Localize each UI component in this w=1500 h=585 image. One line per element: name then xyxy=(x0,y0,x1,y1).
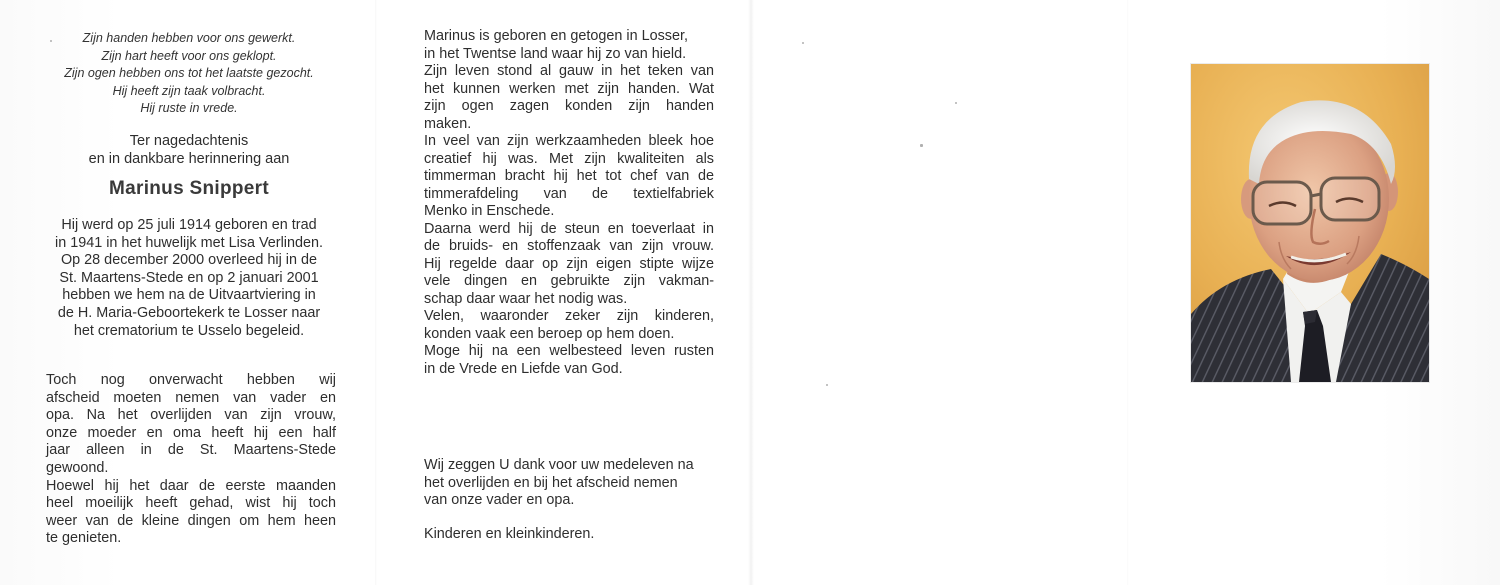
life-line: Marinus is geboren en getogen in Losser, xyxy=(424,28,688,44)
thanks-note xyxy=(424,457,716,510)
life-story xyxy=(424,28,714,378)
life-line: Zijn leven stond al gauw in het teken van xyxy=(424,63,714,79)
life-line: Hij regelde daar op zijn eigen stipte wijze xyxy=(424,255,714,272)
paper-speck xyxy=(920,144,923,147)
thanks-line: van onze vader en opa. xyxy=(424,492,575,509)
thanks-line: het overlijden en bij het afscheid nemen xyxy=(424,474,678,491)
deceased-name: Marinus Snippert xyxy=(109,178,269,199)
life-line: creatief hij was. Met zijn kwaliteiten als xyxy=(424,150,714,167)
memory-line: Ter nagedachtenis xyxy=(129,133,249,149)
paper-speck xyxy=(802,42,804,44)
life-line: In veel van zijn werkzaamheden bleek hoe xyxy=(424,133,714,149)
poem-line: Zijn ogen hebben ons tot het laatste gezocht. xyxy=(64,66,314,81)
in-memory-heading xyxy=(40,133,338,168)
poem-line: Hij ruste in vrede. xyxy=(140,101,238,116)
farewell-line: gewoond. xyxy=(46,459,109,476)
life-line: Menko in Enschede. xyxy=(424,203,555,219)
farewell-line: Toch nog onverwacht hebben wij xyxy=(46,372,336,388)
life-line: in de Vrede en Liefde van God. xyxy=(424,360,623,377)
bio-line: St. Maartens-Stede en op 2 januari 2001 xyxy=(59,269,319,286)
bio-line: hebben we hem na de Uitvaartviering in xyxy=(62,287,316,304)
farewell-paragraph xyxy=(46,372,336,548)
farewell-line: weer van de kleine dingen om hem heen xyxy=(46,512,336,529)
paper-speck xyxy=(826,384,828,386)
bio-line: de H. Maria-Geboortekerk te Losser naar xyxy=(57,304,321,321)
farewell-line: afscheid moeten nemen van vader en xyxy=(46,389,336,406)
signoff: Kinderen en kleinkinderen. xyxy=(424,526,595,542)
life-line: timmerafdeling van de textielfabriek xyxy=(424,185,714,202)
bio-line: het crematorium te Usselo begeleid. xyxy=(73,322,305,339)
farewell-line: Hoewel hij het daar de eerste maanden xyxy=(46,477,336,494)
life-line: de bruids- en stoffenzaak van zijn vrouw. xyxy=(424,238,714,254)
memory-line: en in dankbare herinnering aan xyxy=(88,150,290,167)
fold-line-right xyxy=(1127,0,1129,585)
poem-line: Zijn handen hebben voor ons gewerkt. xyxy=(82,31,296,45)
poem-line: Zijn hart heeft voor ons geklopt. xyxy=(101,48,277,63)
life-line: Moge hij na een welbesteed leven rusten xyxy=(424,343,714,359)
farewell-line: jaar alleen in de St. Maartens-Stede xyxy=(46,442,336,459)
life-line: timmerman bracht hij het tot chef van de xyxy=(424,168,714,184)
paper-speck xyxy=(955,102,957,104)
life-line: vele dingen en gebruikte zijn vakman- xyxy=(424,273,714,289)
life-line: het kunnen werken met zijn handen. Wat xyxy=(424,80,714,97)
life-line: konden vaak een beroep op hem doen. xyxy=(424,325,675,342)
biography xyxy=(40,217,338,340)
thanks-line: Wij zeggen U dank voor uw medeleven na xyxy=(424,457,694,473)
farewell-line: onze moeder en oma heeft hij een half xyxy=(46,424,336,441)
life-line: Velen, waaronder zeker zijn kinderen, xyxy=(424,308,714,324)
farewell-line: heel moeilijk heeft gehad, wist hij toch xyxy=(46,495,336,512)
farewell-line: te genieten. xyxy=(46,530,122,547)
life-line: in het Twentse land waar hij zo van hield. xyxy=(424,45,687,62)
portrait-photo xyxy=(1191,64,1429,382)
life-line: schap daar waar het nodig was. xyxy=(424,290,628,307)
bio-line: Hij werd op 25 juli 1914 geboren en trad xyxy=(61,217,317,233)
paper-speck xyxy=(50,40,52,42)
life-line: maken. xyxy=(424,115,472,132)
poem-line: Hij heeft zijn taak volbracht. xyxy=(112,83,266,98)
life-line: zijn ogen zagen konden zijn handen xyxy=(424,98,714,114)
bio-line: in 1941 in het huwelijk met Lisa Verlinden. xyxy=(55,234,323,251)
life-line: Daarna werd hij de steun en toeverlaat in xyxy=(424,220,714,237)
portrait-illustration xyxy=(1191,64,1429,382)
bio-line: Op 28 december 2000 overleed hij in de xyxy=(60,252,317,269)
poem xyxy=(30,30,348,118)
fold-line-center xyxy=(748,0,754,585)
farewell-line: opa. Na het overlijden van zijn vrouw, xyxy=(46,407,336,424)
fold-line-left xyxy=(375,0,377,585)
